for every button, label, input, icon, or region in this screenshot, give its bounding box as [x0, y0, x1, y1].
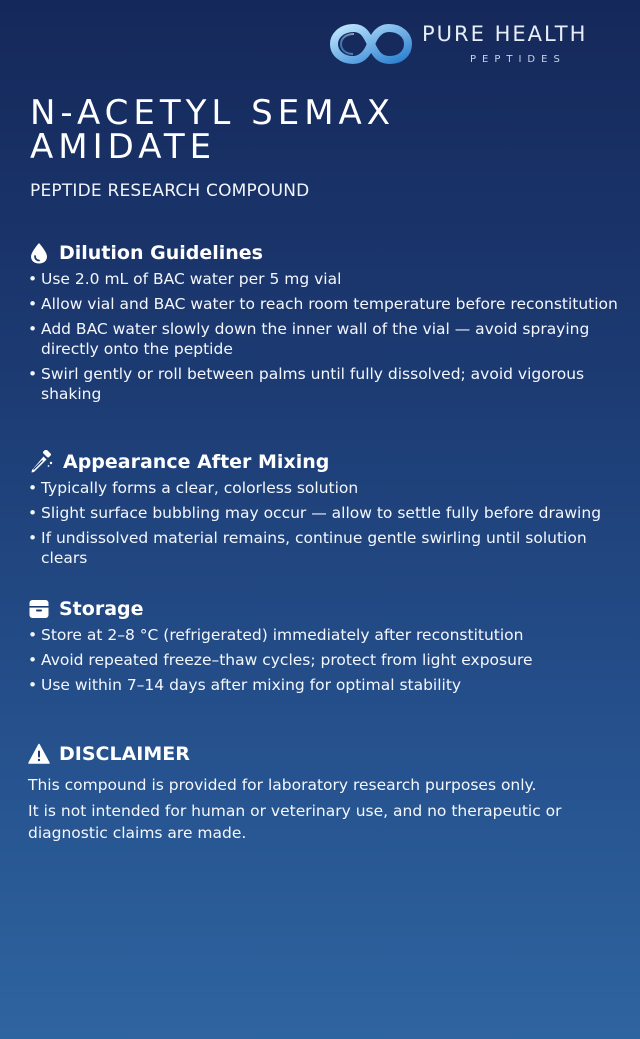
- section-header: [28, 448, 618, 476]
- list-item: • Avoid repeated freeze–thaw cycles; protect from light exposure: [28, 650, 618, 670]
- section-header: [28, 239, 618, 267]
- disclaimer-line: It is not intended for human or veterinary use, and no therapeutic or diagnostic claims are made.: [28, 802, 562, 842]
- disclaimer-title: DISCLAIMER: [59, 743, 190, 765]
- list-item: • Slight surface bubbling may occur — allow to settle fully before drawing: [28, 503, 618, 523]
- section-header: [28, 595, 618, 623]
- list-item: • Store at 2–8 °C (refrigerated) immediately after reconstitution: [28, 625, 618, 645]
- section-storage: [28, 595, 618, 700]
- list: [28, 269, 618, 404]
- brand-name: PURE HEALTH: [422, 22, 588, 46]
- section-title: Storage: [59, 598, 144, 620]
- section-title: Appearance After Mixing: [63, 451, 330, 473]
- brand-subtitle: PEPTIDES: [470, 54, 566, 65]
- list-item: • Use 2.0 mL of BAC water per 5 mg vial: [28, 269, 618, 289]
- list-item: • Allow vial and BAC water to reach room temperature before reconstitution: [28, 294, 618, 314]
- warning-icon: [28, 743, 50, 765]
- brand-logo: [330, 20, 620, 72]
- list-item: • Typically forms a clear, colorless solution: [28, 478, 618, 498]
- section-appearance-after-mixing: [28, 448, 618, 573]
- list: [28, 625, 618, 695]
- list-item: • If undissolved material remains, continue gentle swirling until solution clears: [28, 528, 618, 568]
- disclaimer-body: [28, 774, 618, 844]
- page-subtitle: PEPTIDE RESEARCH COMPOUND: [30, 181, 310, 201]
- infinity-logo-icon: [330, 20, 412, 68]
- pipette-icon: [28, 450, 54, 474]
- droplet-icon: [28, 242, 50, 264]
- list-item: • Swirl gently or roll between palms until fully dissolved; avoid vigorous shaking: [28, 364, 618, 404]
- list: [28, 478, 618, 568]
- section-dilution-guidelines: [28, 239, 618, 409]
- list-item: • Add BAC water slowly down the inner wall of the vial — avoid spraying directly onto the peptide: [28, 319, 618, 359]
- section-title: Dilution Guidelines: [59, 242, 263, 264]
- section-disclaimer: [28, 740, 618, 848]
- section-header: [28, 740, 618, 768]
- storage-box-icon: [28, 598, 50, 620]
- disclaimer-line: This compound is provided for laboratory research purposes only.: [28, 776, 537, 794]
- list-item: • Use within 7–14 days after mixing for optimal stability: [28, 675, 618, 695]
- page-title: N-ACETYL SEMAX AMIDATE: [30, 93, 396, 167]
